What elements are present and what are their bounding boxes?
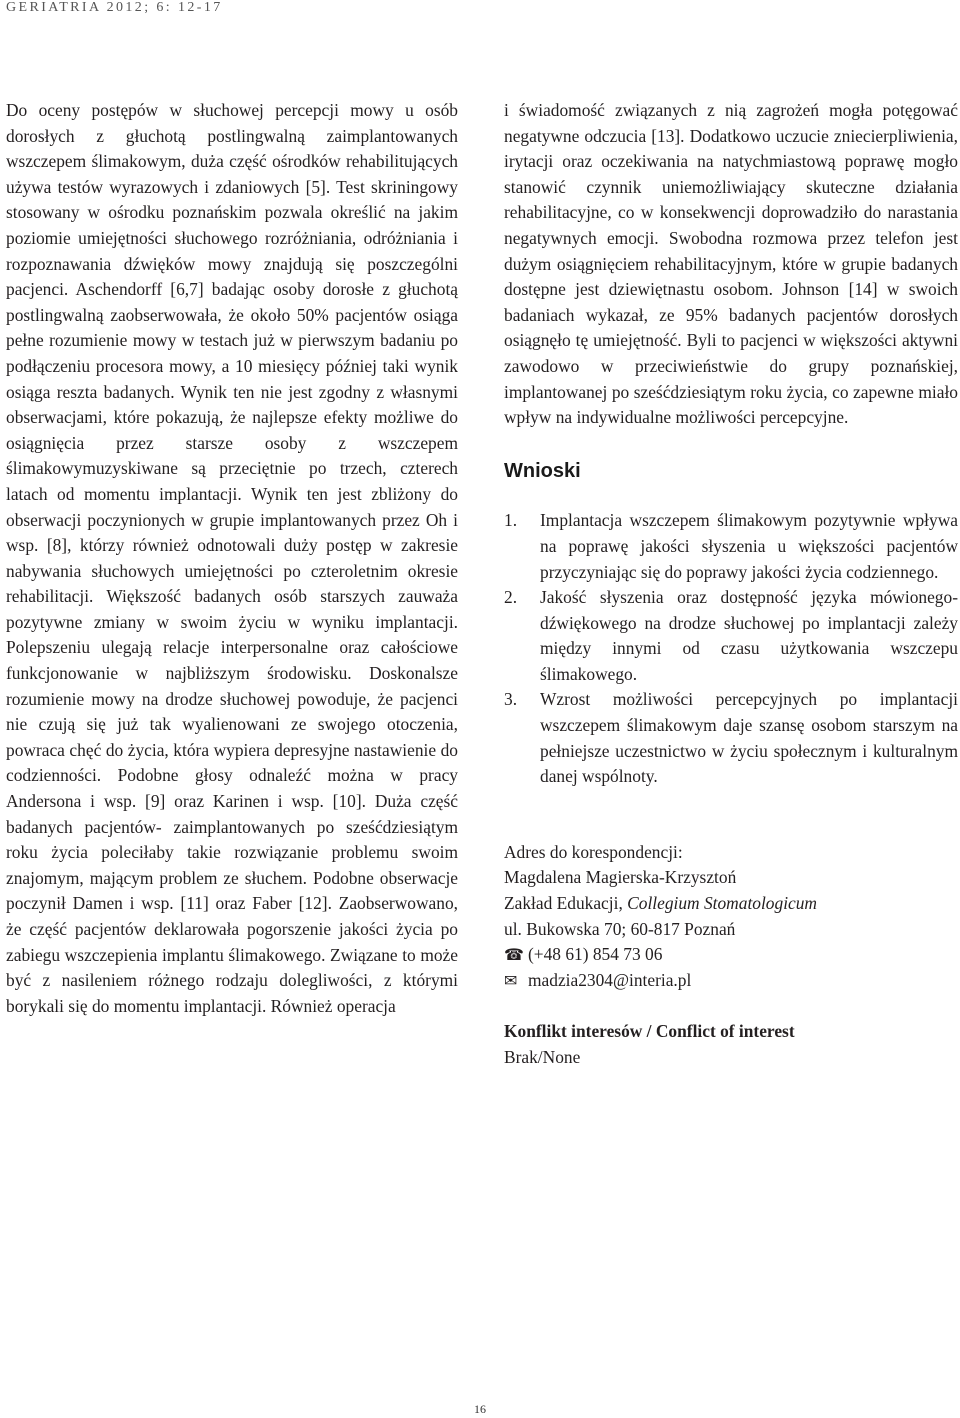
conclusions-heading: Wnioski [504,459,581,482]
conclusions-list [504,508,958,790]
body-paragraph: Do oceny postępów w słuchowej percepcji mowy u osób dorosłych z głuchotą postlingwalną zaimplantowanych wszczepem ślimakowym, duża część ośrodków rehabilitujących używa testów wyrazowych i zdaniowych [5]. Test skriningowy stosowany w ośrodku poznańskim pozwala określić na jakim poziomie umiejętności słuchowego rozróżniania, odróżniania i rozpoznawania dźwięków mowy znajdują się poszczególni pacjenci. Aschendorff [6,7] badając osoby dorosłe z głuchotą postlingwalną zaobserwowała, że około 50% pacjentów osiąga pełne rozumienie mowy w testach już w pierwszym badaniu po podłączeniu procesora mowy, a 10 miesięcy później taki wynik osiąga reszta badanych. Wynik ten nie jest zgodny z własnymi obserwacjami, które pokazują, że najlepsze efekty możliwe do osiągnięcia przez starsze osoby z wszczepem ślimakowymuzyskiwane są przeciętnie po trzech, czterech latach od momentu implantacji. Wynik ten jest zbliżony do obserwacji poczynionych w grupie implantowanych przez Oh i wsp. [8], którzy również odnotowali duży postęp w zakresie nabywania słuchowych umiejętności po czteroletnim okresie rehabilitacji. Większość badanych osób starszych zauważa pozytywne zmiany w swoim życiu w wyniku implantacji. Polepszeniu ulegają relacje interpersonalne oraz całościowe funkcjonowanie w najbliższym środowisku. Doskonalsze rozumienie mowy na drodze słuchowej powoduje, że pacjenci nie czują się już tak wyalienowani ze swojego otoczenia, powraca chęć do życia, która wypiera depresyjne nastawienie do codzienności. Podobne głosy odnaleźć można w pracy Andersona i wsp. [9] oraz Karinen i wsp. [10]. Duża część badanych pacjentów- zaimplantowanych po sześćdziesiątym roku życia poleciłaby takie rozwiązanie problemu swoim znajomym, mającym problem ze słuchem. Podobne obserwacje poczynił Damen i wsp. [11] oraz Faber [12]. Zaobserwowano, że część pacjentów deklarowała pogorszenie jakości życia po zabiegu wszczepienia implantu ślimakowego. Związane to może być z nasileniem różnego rodzaju dolegliwości, z którymi borykali się do momentu implantacji. Również operacja [6,100,458,1016]
correspondence-address [504,840,958,994]
list-item [504,585,958,687]
list-text: Wzrost możliwości percepcyjnych po implantacji wszczepem ślimakowym daje szansę osobom starszym na pełniejsze uczestnictwo w życiu społecznym i kulturalnym danej wspólnoty. [540,689,958,787]
list-number: 3. [504,689,518,710]
contact-phone [504,942,958,968]
list-item [504,508,958,585]
envelope-icon: ✉ [504,970,518,990]
list-item [504,687,958,789]
contact-institution: Collegium Stomatologicum [627,893,817,914]
contact-label: Adres do korespondencji: [504,841,683,862]
body-paragraph: i świadomość związanych z nią zagrożeń mogła potęgować negatywne odczucia [13]. Dodatkowo uczucie zniecierpliwienia, irytacji oraz oczekiwania na natychmiastową poprawę mogło stanowić czynnik uniemożliwiający skuteczne działania rehabilitacyjne, co w konsekwencji doprowadziło do narastania negatywnych emocji. Swobodna rozmowa przez telefon jest dużym osiągnięciem rehabilitacyjnym, które w grupie badanych dostępne jest dziewiętnastu osobom. Johnson [14] w swoich badaniach wykazał, ze 95% badanych pacjentów dorosłych osiągnęło tę umiejętność. Byli to pacjenci w większości aktywni zawodowo w przeciwieństwie do grupy poznańskiej, implantowanej po sześćdziesiątym roku życia, co zapewne miało wpływ na indywidualne możliwości percepcyjne. [504,100,958,428]
left-column [6,98,458,1019]
conflict-of-interest [504,1019,958,1070]
conflict-title: Konflikt interesów / Conflict of interest [504,1021,795,1042]
journal-header: GERIATRIA 2012; 6: 12-17 [6,0,223,15]
list-text: Jakość słyszenia oraz dostępność języka mówionego-dźwiękowego na drodze słuchowej po implantacji zależy między innymi od czasu użytkowania wszczepu ślimakowego. [540,587,958,684]
list-text: Implantacja wszczepem ślimakowym pozytywnie wpływa na poprawę jakości słyszenia u większości pacjentów przyczyniając się do poprawy jakości życia codziennego. [540,510,958,582]
email-address[interactable]: madzia2304@interia.pl [528,969,692,990]
contact-email [504,968,958,994]
contact-affiliation [504,891,958,917]
phone-icon: ☎ [504,945,524,965]
phone-number: (+48 61) 854 73 06 [528,944,663,965]
page-number: 16 [474,1402,486,1416]
contact-dept: Zakład Edukacji, [504,893,623,914]
contact-street: ul. Bukowska 70; 60-817 Poznań [504,918,736,939]
contact-name: Magdalena Magierska-Krzysztoń [504,867,737,888]
list-number: 1. [504,510,518,531]
conflict-value: Brak/None [504,1047,581,1067]
list-number: 2. [504,587,518,608]
right-column [504,98,958,1071]
